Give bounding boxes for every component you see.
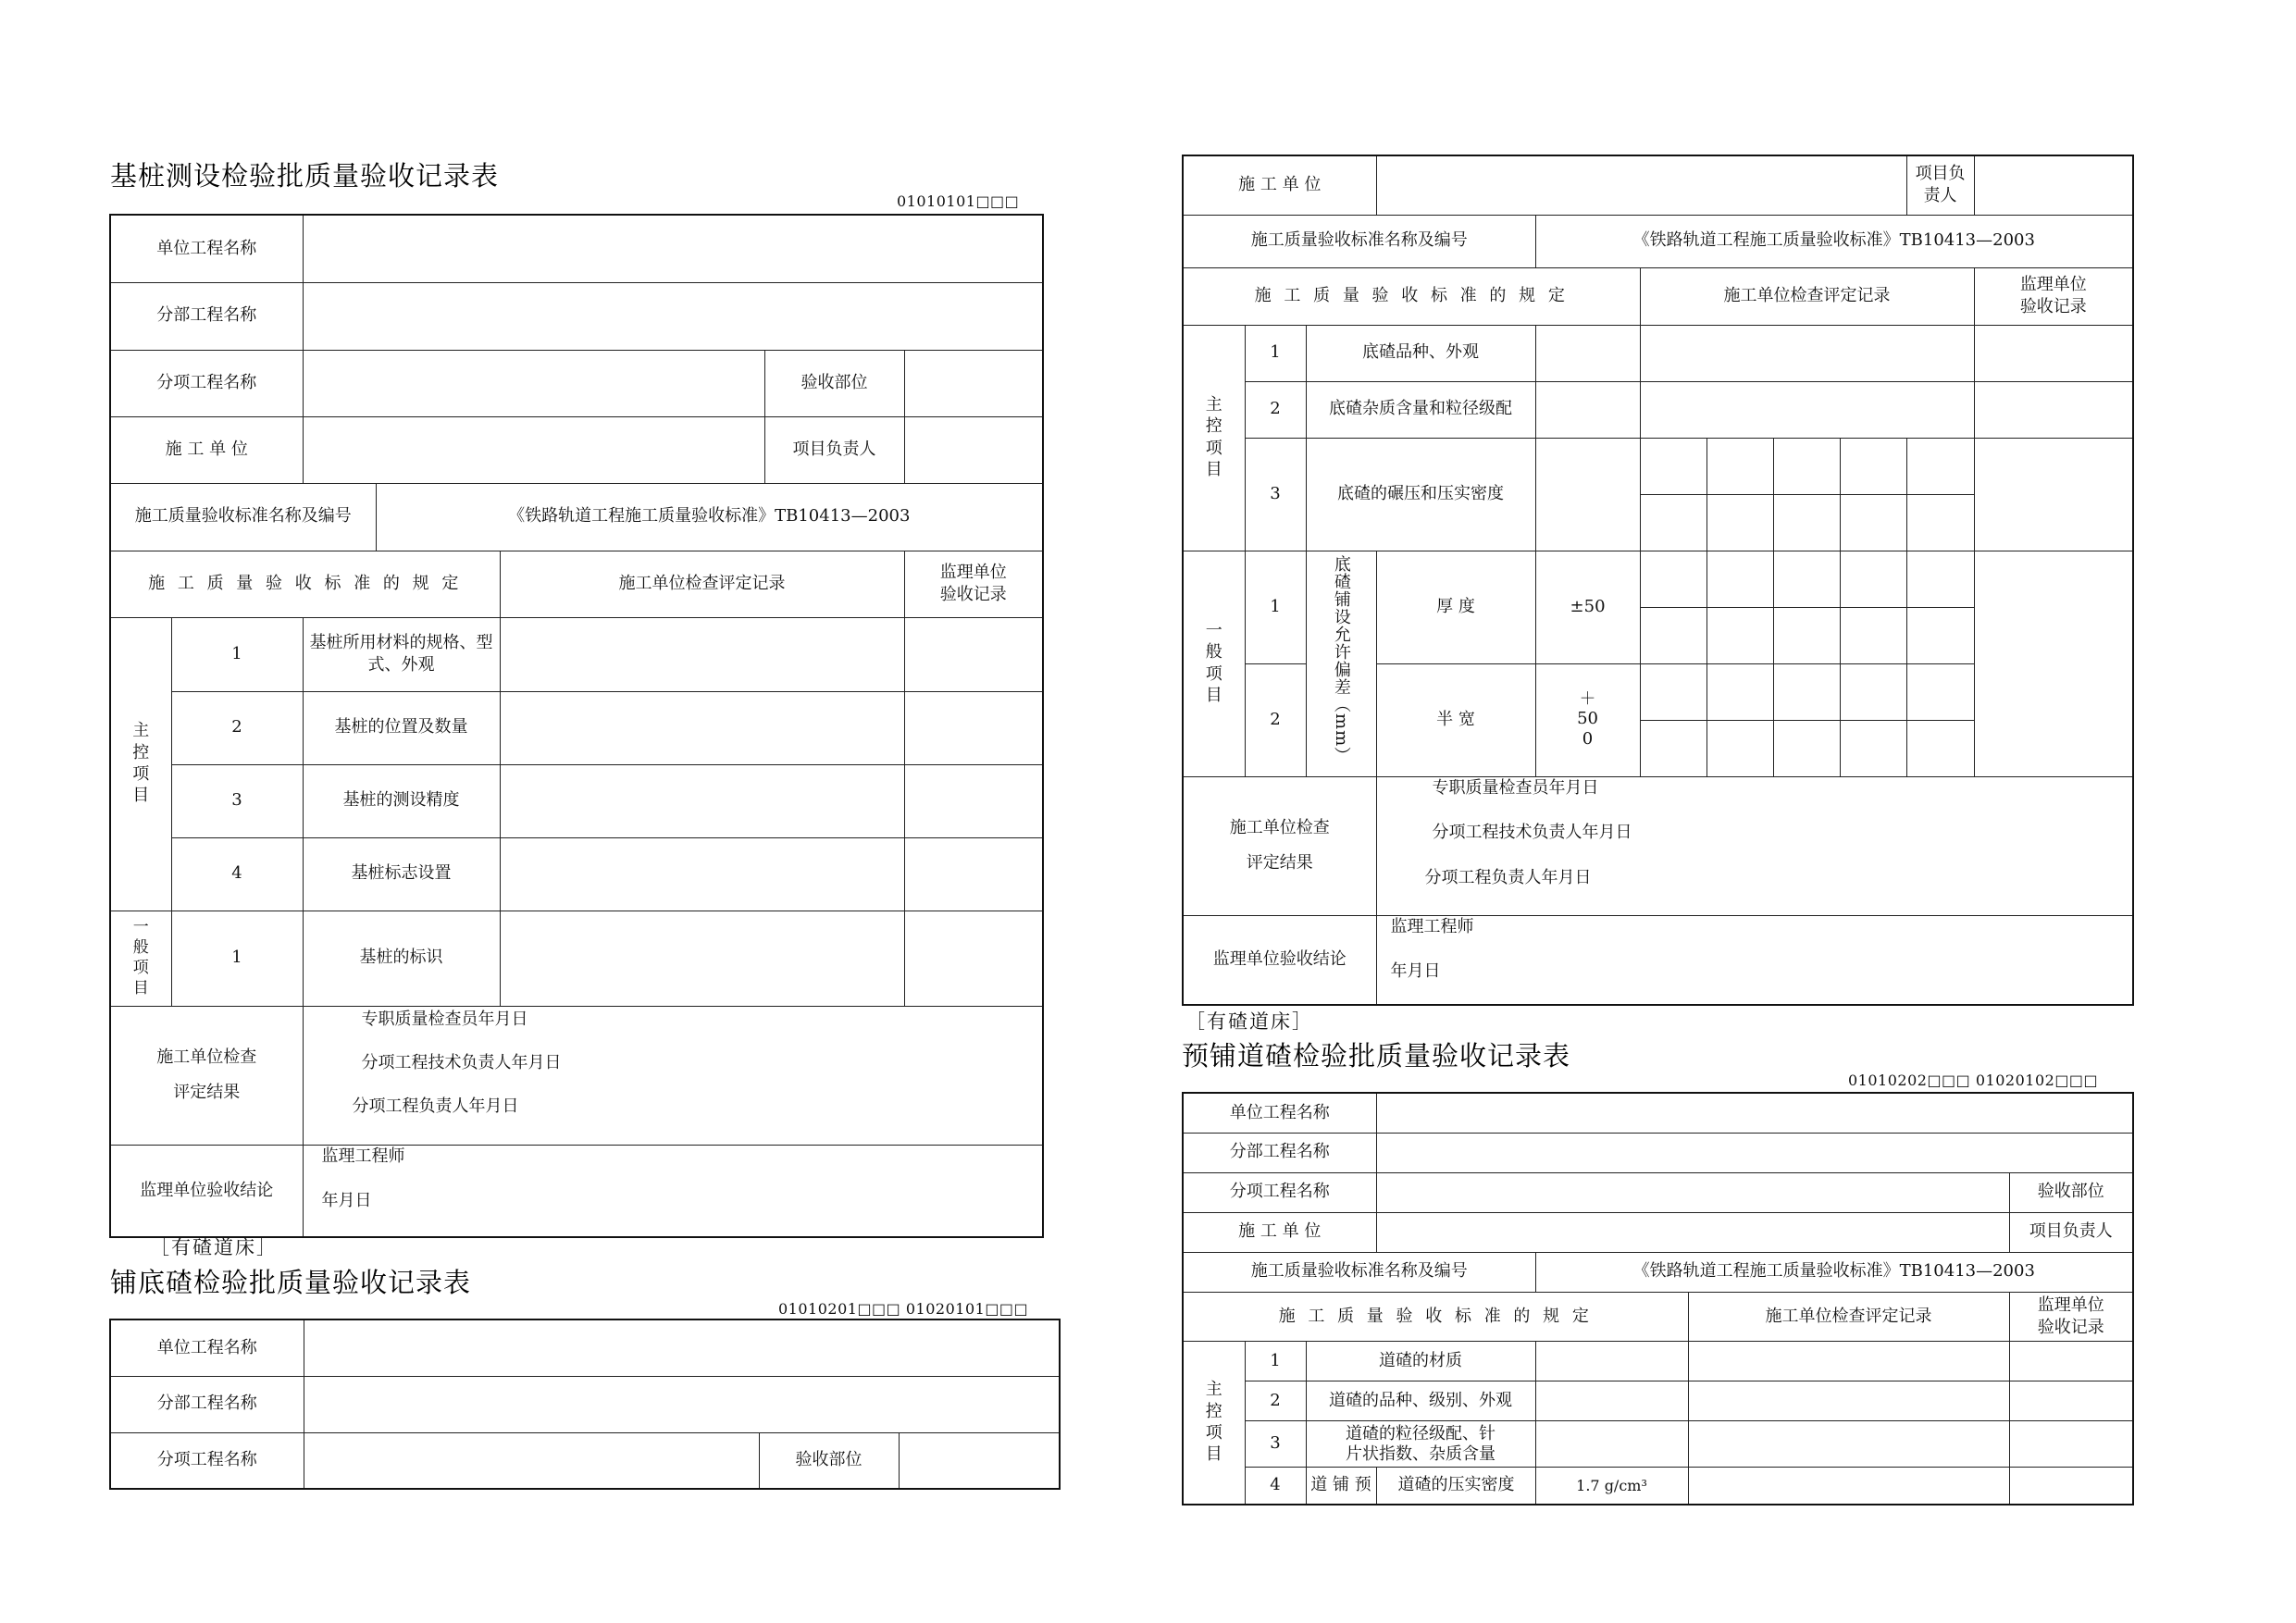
unit-project-label: 单位工程名称 <box>110 1319 304 1376</box>
main-group-label: 主控项目 <box>110 617 171 911</box>
item-leader-sign: 分项工程负责人年月日 <box>1424 867 1592 887</box>
table1-form <box>109 214 1044 1238</box>
unit-project-field[interactable] <box>303 215 1043 282</box>
spec-value-cell[interactable] <box>1535 325 1640 381</box>
tolerance-value: ±50 <box>1535 551 1640 663</box>
supervision-cell[interactable] <box>904 837 1043 911</box>
construction-unit-field[interactable] <box>1376 1212 2009 1252</box>
table3-title: 预铺道碴检验批质量验收记录表 <box>1182 1040 1571 1072</box>
measure-cell[interactable] <box>1840 438 1906 494</box>
measure-cell[interactable] <box>1840 720 1906 776</box>
item-text: 基桩的标识 <box>303 911 500 1006</box>
measure-cell[interactable] <box>1706 494 1773 551</box>
measure-cell[interactable] <box>1773 551 1840 607</box>
supervision-conclusion-label: 监理单位验收结论 <box>1183 915 1376 1005</box>
spec-value-cell[interactable] <box>1535 1342 1688 1381</box>
record-cell[interactable] <box>500 837 904 911</box>
item-text: 基桩标志设置 <box>303 837 500 911</box>
measure-cell[interactable] <box>1706 720 1773 776</box>
measure-cell[interactable] <box>1773 607 1840 663</box>
sub-project-field[interactable] <box>303 282 1043 350</box>
tech-leader-sign: 分项工程技术负责人年月日 <box>1432 822 1632 842</box>
item-no: 2 <box>1245 381 1306 438</box>
unit-project-label: 单位工程名称 <box>110 215 303 282</box>
item-no: 1 <box>1245 551 1306 663</box>
project-leader-field[interactable] <box>1974 155 2133 215</box>
item-prefix: 道 铺 预 <box>1306 1468 1376 1505</box>
table2-header-form <box>109 1319 1061 1490</box>
engineer-sign: 监理工程师 <box>321 1146 405 1166</box>
inspector-sign: 专职质量检查员年月日 <box>1432 777 1599 798</box>
supervision-cell[interactable] <box>904 764 1043 837</box>
item-text: 基桩的测设精度 <box>303 764 500 837</box>
supervision-cell[interactable] <box>1974 438 2133 551</box>
sub-project-label: 分部工程名称 <box>110 1376 304 1432</box>
table2-title: 铺底碴检验批质量验收记录表 <box>110 1267 472 1298</box>
item-text: 道碴的材质 <box>1306 1342 1535 1381</box>
item-no: 4 <box>1245 1468 1306 1505</box>
item-no: 3 <box>1245 1421 1306 1468</box>
measure-cell[interactable] <box>1640 551 1706 607</box>
spec-value-cell[interactable] <box>1535 1421 1688 1468</box>
supervision-cell[interactable] <box>1974 381 2133 438</box>
record-cell[interactable] <box>500 617 904 691</box>
construction-unit-field[interactable] <box>1376 155 1906 215</box>
unit-project-label: 单位工程名称 <box>1183 1093 1376 1133</box>
construction-unit-label: 施 工 单 位 <box>1183 155 1376 215</box>
main-group-label: 主控项目 <box>1183 1342 1245 1505</box>
spec-value-cell[interactable] <box>1535 438 1640 551</box>
item-text: 道碴的品种、级别、外观 <box>1306 1381 1535 1421</box>
measure-cell[interactable] <box>1773 720 1840 776</box>
supervision-conclusion-signatures <box>1376 915 2133 1005</box>
item-no: 1 <box>1245 325 1306 381</box>
supervision-header: 监理单位验收记录 <box>1974 267 2133 325</box>
item-no: 1 <box>1245 1342 1306 1381</box>
table3-note: ［有碴道床］ <box>1185 1010 1313 1033</box>
tech-leader-sign: 分项工程技术负责人年月日 <box>361 1052 562 1072</box>
item-text: 底碴的碾压和压实密度 <box>1306 438 1535 551</box>
deviation-label: 底碴铺设允许偏差（mm） <box>1306 551 1376 776</box>
measure-cell[interactable] <box>1773 494 1840 551</box>
item-no: 2 <box>1245 663 1306 776</box>
sub-project-label: 分部工程名称 <box>1183 1133 1376 1172</box>
item-no: 2 <box>1245 1381 1306 1421</box>
record-cell[interactable] <box>500 911 904 1006</box>
record-cell[interactable] <box>500 691 904 764</box>
acceptance-part-label: 验收部位 <box>764 350 904 416</box>
item-text: 道碴的压实密度 <box>1376 1468 1535 1505</box>
project-leader-label: 项目负责人 <box>764 416 904 483</box>
engineer-date: 年月日 <box>321 1190 372 1210</box>
measure-cell[interactable] <box>1906 607 1974 663</box>
record-header: 施工单位检查评定记录 <box>500 551 904 617</box>
spec-value-cell[interactable] <box>1535 1381 1688 1421</box>
supervision-cell[interactable] <box>1974 325 2133 381</box>
general-group-label: 一般项目 <box>1183 551 1245 776</box>
record-header: 施工单位检查评定记录 <box>1640 267 1974 325</box>
construction-unit-label: 施 工 单 位 <box>110 416 303 483</box>
item-leader-sign: 分项工程负责人年月日 <box>352 1096 519 1116</box>
measure-cell[interactable] <box>1640 607 1706 663</box>
engineer-sign: 监理工程师 <box>1390 916 1474 936</box>
supervision-conclusion-signatures <box>303 1145 1043 1237</box>
item-no: 1 <box>171 617 303 691</box>
item-project-label: 分项工程名称 <box>1183 1172 1376 1212</box>
project-leader-field[interactable] <box>904 416 1043 483</box>
measure-cell[interactable] <box>1840 663 1906 720</box>
item-text: 基桩所用材料的规格、型式、外观 <box>303 617 500 691</box>
spec-header: 施 工 质 量 验 收 标 准 的 规 定 <box>1183 1292 1688 1342</box>
supervision-cell[interactable] <box>2009 1468 2133 1505</box>
sub-project-field[interactable] <box>304 1376 1060 1432</box>
acceptance-part-field[interactable] <box>904 350 1043 416</box>
measure-cell[interactable] <box>1906 663 1974 720</box>
measure-cell[interactable] <box>1640 663 1706 720</box>
supervision-cell[interactable] <box>1974 551 2133 776</box>
item-no: 1 <box>171 911 303 1006</box>
item-project-field[interactable] <box>304 1432 759 1489</box>
supervision-cell[interactable] <box>904 691 1043 764</box>
record-cell[interactable] <box>1640 325 1974 381</box>
check-result-signatures <box>303 1006 1043 1145</box>
measure-cell[interactable] <box>1640 494 1706 551</box>
supervision-cell[interactable] <box>904 911 1043 1006</box>
main-group-label: 主控项目 <box>1183 325 1245 551</box>
measure-cell[interactable] <box>1906 720 1974 776</box>
measure-cell[interactable] <box>1640 720 1706 776</box>
measure-cell[interactable] <box>1840 607 1906 663</box>
sub-project-field[interactable] <box>1376 1133 2133 1172</box>
supervision-cell[interactable] <box>2009 1381 2133 1421</box>
item-no: 2 <box>171 691 303 764</box>
item-text: 道碴的粒径级配、针片状指数、杂质含量 <box>1306 1421 1535 1468</box>
table1-title: 基桩测设检验批质量验收记录表 <box>110 160 500 192</box>
spec-value-cell[interactable] <box>1535 381 1640 438</box>
measure-cell[interactable] <box>1706 607 1773 663</box>
check-result-label: 施工单位检查评定结果 <box>1183 776 1376 915</box>
table3-code: 01010202□□□ 01020102□□□ <box>1848 1072 2099 1089</box>
inspector-sign: 专职质量检查员年月日 <box>361 1009 528 1029</box>
standard-value: 《铁路轨道工程施工质量验收标准》TB10413—2003 <box>1535 1252 2133 1292</box>
item-text: 底碴杂质含量和粒径级配 <box>1306 381 1535 438</box>
item-project-field[interactable] <box>1376 1172 2009 1212</box>
engineer-date: 年月日 <box>1390 960 1441 981</box>
measure-cell[interactable] <box>1840 551 1906 607</box>
unit-project-field[interactable] <box>304 1319 1060 1376</box>
supervision-cell[interactable] <box>2009 1421 2133 1468</box>
record-header: 施工单位检查评定记录 <box>1688 1292 2009 1342</box>
project-leader-label: 项目负责人 <box>2009 1212 2133 1252</box>
item-no: 4 <box>171 837 303 911</box>
record-cell[interactable] <box>1688 1468 2009 1505</box>
acceptance-part-field[interactable] <box>899 1432 1060 1489</box>
item-project-field[interactable] <box>303 350 764 416</box>
standard-value: 《铁路轨道工程施工质量验收标准》TB10413—2003 <box>376 483 1043 551</box>
tolerance-value: ＋50 0 <box>1535 663 1640 776</box>
measure-cell[interactable] <box>1706 663 1773 720</box>
table2-note: ［有碴道床］ <box>150 1236 278 1258</box>
item-text: 基桩的位置及数量 <box>303 691 500 764</box>
item-text: 半 宽 <box>1376 663 1535 776</box>
measure-cell[interactable] <box>1773 438 1840 494</box>
check-result-label: 施工单位检查评定结果 <box>110 1006 303 1145</box>
record-cell[interactable] <box>1688 1421 2009 1468</box>
sub-project-label: 分部工程名称 <box>110 282 303 350</box>
record-cell[interactable] <box>500 764 904 837</box>
item-project-label: 分项工程名称 <box>110 1432 304 1489</box>
item-no: 3 <box>171 764 303 837</box>
table1-code: 01010101□□□ <box>897 192 1020 210</box>
standard-label: 施工质量验收标准名称及编号 <box>1183 1252 1535 1292</box>
standard-label: 施工质量验收标准名称及编号 <box>1183 215 1535 267</box>
record-cell[interactable] <box>1640 381 1974 438</box>
table2-code: 01010201□□□ 01020101□□□ <box>778 1300 1029 1318</box>
measure-cell[interactable] <box>1906 438 1974 494</box>
spec-header: 施 工 质 量 验 收 标 准 的 规 定 <box>110 551 500 617</box>
item-project-label: 分项工程名称 <box>110 350 303 416</box>
spec-value: 1.7 g/cm³ <box>1535 1468 1688 1505</box>
record-cell[interactable] <box>1688 1342 2009 1381</box>
measure-cell[interactable] <box>1706 551 1773 607</box>
item-text: 底碴品种、外观 <box>1306 325 1535 381</box>
supervision-conclusion-label: 监理单位验收结论 <box>110 1145 303 1237</box>
supervision-header: 监理单位验收记录 <box>904 551 1043 617</box>
supervision-header: 监理单位验收记录 <box>2009 1292 2133 1342</box>
table3-form <box>1182 1092 2134 1505</box>
table2-form <box>1182 155 2134 1006</box>
measure-cell[interactable] <box>1906 494 1974 551</box>
unit-project-field[interactable] <box>1376 1093 2133 1133</box>
standard-value: 《铁路轨道工程施工质量验收标准》TB10413—2003 <box>1535 215 2133 267</box>
general-group-label: 一般项目 <box>110 911 171 1006</box>
item-no: 3 <box>1245 438 1306 551</box>
measure-cell[interactable] <box>1773 663 1840 720</box>
check-result-signatures <box>1376 776 2133 915</box>
construction-unit-label: 施 工 单 位 <box>1183 1212 1376 1252</box>
measure-cell[interactable] <box>1640 438 1706 494</box>
project-leader-label: 项目负责人 <box>1906 155 1974 215</box>
measure-cell[interactable] <box>1906 551 1974 607</box>
measure-cell[interactable] <box>1706 438 1773 494</box>
record-cell[interactable] <box>1688 1381 2009 1421</box>
supervision-cell[interactable] <box>2009 1342 2133 1381</box>
standard-label: 施工质量验收标准名称及编号 <box>110 483 376 551</box>
measure-cell[interactable] <box>1840 494 1906 551</box>
spec-header: 施 工 质 量 验 收 标 准 的 规 定 <box>1183 267 1640 325</box>
construction-unit-field[interactable] <box>303 416 764 483</box>
acceptance-part-label: 验收部位 <box>2009 1172 2133 1212</box>
acceptance-part-label: 验收部位 <box>759 1432 899 1489</box>
item-text: 厚 度 <box>1376 551 1535 663</box>
supervision-cell[interactable] <box>904 617 1043 691</box>
